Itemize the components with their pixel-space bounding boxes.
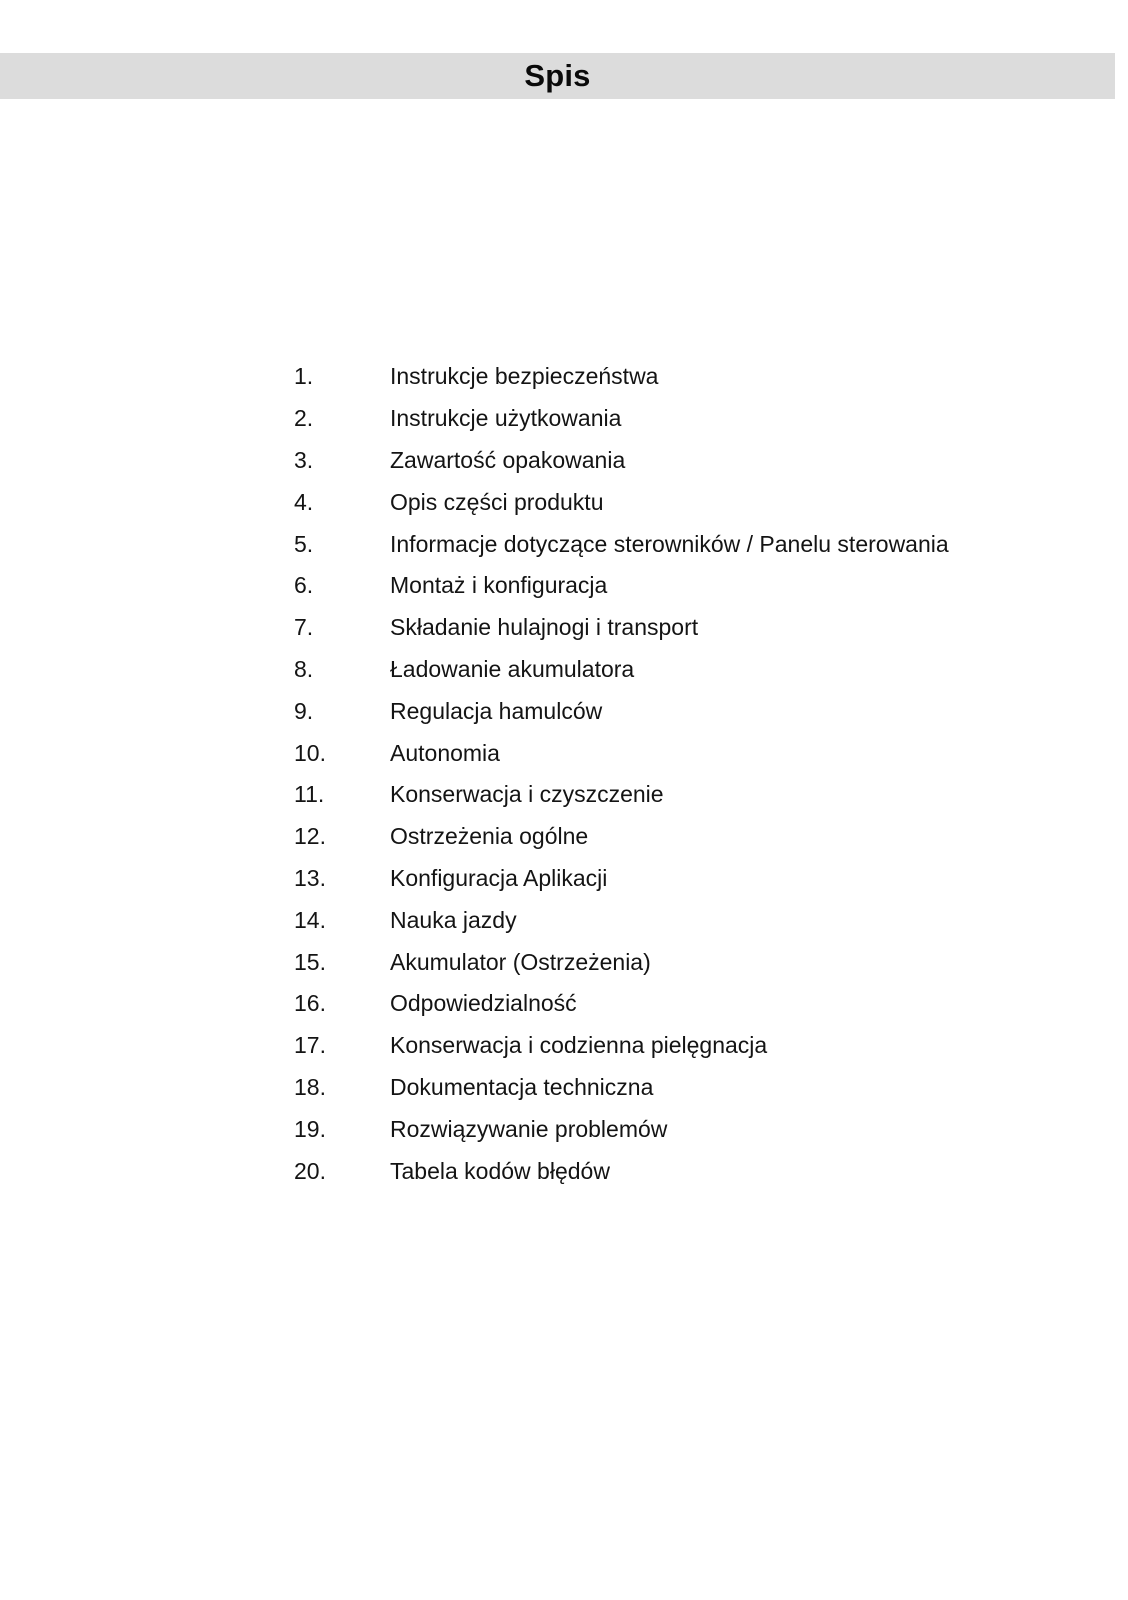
toc-title: Akumulator (Ostrzeżenia) bbox=[390, 948, 651, 975]
toc-title: Konfiguracja Aplikacji bbox=[390, 864, 608, 891]
toc-entry-6 bbox=[294, 565, 1054, 607]
toc-title: Opis części produktu bbox=[390, 488, 604, 515]
toc-title: Tabela kodów błędów bbox=[390, 1157, 610, 1184]
toc-title: Konserwacja i codzienna pielęgnacja bbox=[390, 1032, 768, 1059]
toc-title: Ostrzeżenia ogólne bbox=[390, 823, 589, 850]
toc-number: 4. bbox=[294, 488, 314, 515]
toc-number: 15. bbox=[294, 948, 326, 975]
toc-title: Instrukcje bezpieczeństwa bbox=[390, 363, 659, 390]
toc-title: Ładowanie akumulatora bbox=[390, 655, 635, 682]
toc-entry-2 bbox=[294, 398, 1054, 440]
table-of-contents bbox=[294, 356, 1054, 1192]
toc-entry-1 bbox=[294, 356, 1054, 398]
toc-entry-8 bbox=[294, 649, 1054, 691]
toc-title: Regulacja hamulców bbox=[390, 697, 603, 724]
toc-title: Konserwacja i czyszczenie bbox=[390, 781, 664, 808]
toc-title: Instrukcje użytkowania bbox=[390, 405, 622, 432]
toc-title: Nauka jazdy bbox=[390, 906, 517, 933]
title-banner bbox=[0, 53, 1115, 99]
toc-title: Zawartość opakowania bbox=[390, 446, 626, 473]
toc-entry-5 bbox=[294, 523, 1054, 565]
toc-entry-11 bbox=[294, 774, 1054, 816]
toc-title: Rozwiązywanie problemów bbox=[390, 1115, 668, 1142]
toc-entry-9 bbox=[294, 690, 1054, 732]
toc-number: 3. bbox=[294, 446, 314, 473]
toc-number: 18. bbox=[294, 1073, 326, 1100]
toc-title: Informacje dotyczące sterowników / Panelu sterowania bbox=[390, 530, 949, 557]
toc-number: 8. bbox=[294, 655, 314, 682]
toc-entry-20 bbox=[294, 1150, 1054, 1192]
toc-entry-14 bbox=[294, 899, 1054, 941]
toc-number: 20. bbox=[294, 1157, 326, 1184]
toc-entry-4 bbox=[294, 481, 1054, 523]
toc-title: Autonomia bbox=[390, 739, 500, 766]
toc-entry-3 bbox=[294, 440, 1054, 482]
toc-title: Składanie hulajnogi i transport bbox=[390, 614, 699, 641]
toc-entry-12 bbox=[294, 816, 1054, 858]
toc-entry-10 bbox=[294, 732, 1054, 774]
toc-entry-7 bbox=[294, 607, 1054, 649]
toc-title: Odpowiedzialność bbox=[390, 990, 577, 1017]
toc-number: 10. bbox=[294, 739, 326, 766]
toc-title: Dokumentacja techniczna bbox=[390, 1073, 654, 1100]
toc-entry-17 bbox=[294, 1025, 1054, 1067]
toc-number: 12. bbox=[294, 823, 326, 850]
toc-number: 5. bbox=[294, 530, 314, 557]
toc-entry-19 bbox=[294, 1108, 1054, 1150]
toc-entry-13 bbox=[294, 858, 1054, 900]
toc-number: 14. bbox=[294, 906, 326, 933]
toc-entry-16 bbox=[294, 983, 1054, 1025]
toc-number: 9. bbox=[294, 697, 314, 724]
toc-number: 2. bbox=[294, 405, 314, 432]
toc-number: 16. bbox=[294, 990, 326, 1017]
toc-entry-15 bbox=[294, 941, 1054, 983]
toc-title: Montaż i konfiguracja bbox=[390, 572, 608, 599]
toc-number: 7. bbox=[294, 614, 314, 641]
toc-entry-18 bbox=[294, 1067, 1054, 1109]
toc-number: 11. bbox=[294, 781, 325, 808]
page-title: Spis bbox=[524, 58, 591, 93]
toc-number: 19. bbox=[294, 1115, 326, 1142]
toc-number: 13. bbox=[294, 864, 326, 891]
toc-number: 1. bbox=[294, 363, 314, 390]
toc-number: 6. bbox=[294, 572, 314, 599]
toc-number: 17. bbox=[294, 1032, 326, 1059]
